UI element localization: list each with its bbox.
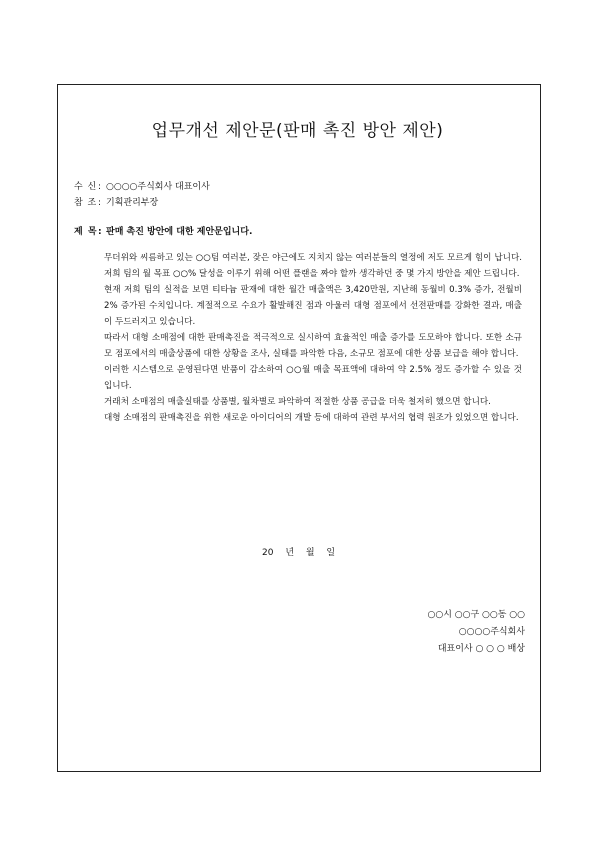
body-paragraph-4: 이러한 시스템으로 운영된다면 반품이 감소하여 ○○월 매출 목표액에 대하여 약 2.5% 정도 증가할 수 있을 것입니다.: [104, 365, 522, 391]
date-line: 20 년 월 일: [262, 548, 336, 558]
reference-label: 참 조: [74, 198, 98, 208]
document-body: [104, 250, 522, 426]
subject-colon: :: [98, 227, 102, 237]
subject-label: 제 목: [74, 227, 98, 237]
sender-address: ○○시 ○○구 ○○동 ○○: [427, 610, 525, 620]
reference-colon: :: [98, 198, 102, 208]
document-title: 업무개선 제안문(판매 촉진 방안 제안): [151, 121, 444, 141]
body-paragraph-2: 현재 저희 팀의 실적을 보면 티타늄 판재에 대한 월간 매출액은 3,420만원, 지난해 동월비 0.3% 증가, 전월비 2% 증가된 수치입니다. 계절적으로 수요가 활발해진 점과 아울러 대형 점포에서 선전판매를 강화한 결과, 매출이 두드러지고 있습니다.: [104, 285, 522, 327]
recipient-colon: :: [98, 182, 102, 192]
body-paragraph-3: 따라서 대형 소매점에 대한 판매촉진을 적극적으로 실시하여 효율적인 매출 증가를 도모하야 합니다. 또한 소규모 점포에서의 매출상품에 대한 상황을 조사, 실태를 파악한 다음, 소규모 점포에 대한 상품 보급을 해야 합니다.: [104, 333, 522, 359]
body-paragraph-5: 거래처 소매점의 매출실태를 상품별, 월차별로 파악하여 적절한 상품 공급을 더욱 철저히 했으면 합니다.: [104, 397, 491, 407]
reference-row: [74, 195, 158, 208]
subject-value: 판매 촉진 방안에 대한 제안문입니다.: [106, 227, 253, 237]
reference-value: 기획관리부장: [106, 198, 159, 208]
recipient-label: 수 신: [74, 182, 98, 192]
recipient-row: [74, 179, 210, 192]
body-paragraph-6: 대형 소매점의 판매촉진을 위한 새로운 아이디어의 개발 등에 대하여 관련 부서의 협력 원조가 있었으면 합니다.: [104, 413, 519, 423]
recipient-value: ○○○○주식회사 대표이사: [106, 182, 210, 192]
sender-company: ○○○○주식회사: [458, 627, 525, 637]
subject-row: [74, 224, 252, 237]
sender-signature: 대표이사 ○ ○ ○ 배상: [437, 644, 525, 654]
body-paragraph-1: 무더위와 씨름하고 있는 ○○팀 여러분, 잦은 야근에도 지치지 않는 여러분들의 열정에 저도 모르게 힘이 납니다. 저희 팀의 월 목표 ○○% 달성을 이루기 위해 어떤 플랜을 짜야 할까 생각하던 중 몇 가지 방안을 제안 드립니다.: [104, 253, 522, 279]
